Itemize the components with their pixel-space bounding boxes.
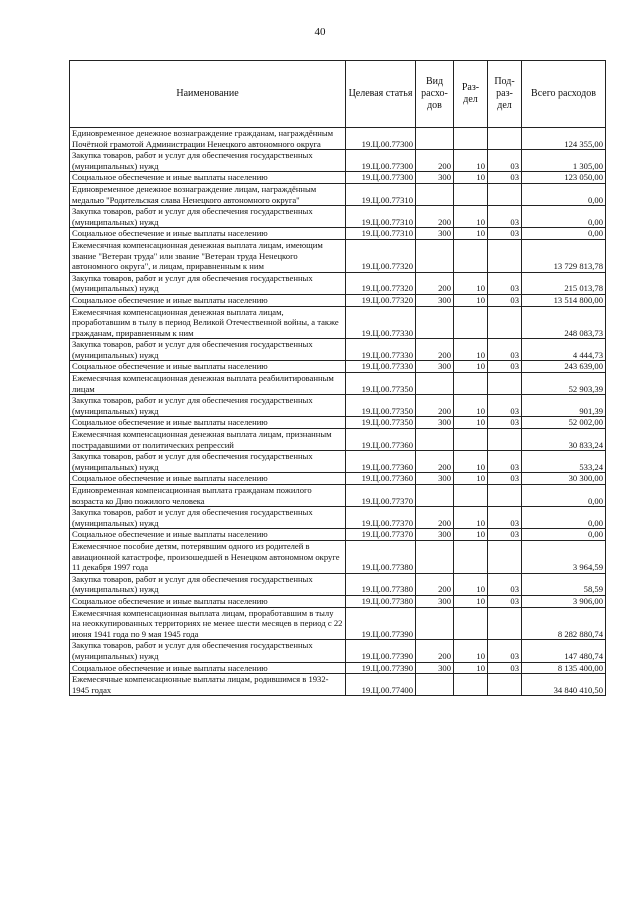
cell-podrazdel [488,128,522,150]
cell-name: Закупка товаров, работ и услуг для обеспечения государственных (муниципальных) нужд [70,272,346,294]
cell-vid: 300 [416,529,454,541]
cell-name: Закупка товаров, работ и услуг для обеспечения государственных (муниципальных) нужд [70,573,346,595]
cell-razdel [454,373,488,395]
cell-sum: 3 964,59 [522,540,606,573]
cell-name: Социальное обеспечение и иные выплаты населению [70,294,346,306]
cell-code: 19.Ц.00.77310 [346,206,416,228]
cell-sum: 8 282 880,74 [522,607,606,640]
cell-code: 19.Ц.00.77300 [346,172,416,184]
cell-razdel: 10 [454,417,488,429]
cell-podrazdel: 03 [488,361,522,373]
cell-code: 19.Ц.00.77300 [346,150,416,172]
cell-name: Единовременное денежное вознаграждение лицам, награждённым медалью "Родительская слава Ненецкого автономного округа" [70,183,346,205]
cell-code: 19.Ц.00.77390 [346,607,416,640]
cell-razdel: 10 [454,573,488,595]
cell-code: 19.Ц.00.77350 [346,395,416,417]
cell-razdel [454,306,488,339]
cell-sum: 4 444,73 [522,339,606,361]
cell-name: Социальное обеспечение и иные выплаты населению [70,662,346,674]
table-row [70,228,606,240]
table-row [70,128,606,150]
cell-sum: 0,00 [522,485,606,507]
cell-sum: 147 480,74 [522,640,606,662]
cell-podrazdel [488,306,522,339]
cell-sum: 13 729 813,78 [522,239,606,272]
table-row [70,373,606,395]
cell-vid: 300 [416,172,454,184]
cell-vid: 200 [416,272,454,294]
cell-sum: 533,24 [522,451,606,473]
cell-sum: 30 833,24 [522,429,606,451]
cell-razdel: 10 [454,662,488,674]
cell-sum: 8 135 400,00 [522,662,606,674]
cell-name: Социальное обеспечение и иные выплаты населению [70,417,346,429]
table-row [70,473,606,485]
cell-vid: 200 [416,150,454,172]
cell-vid [416,306,454,339]
cell-sum: 58,59 [522,573,606,595]
cell-vid: 200 [416,395,454,417]
cell-code: 19.Ц.00.77370 [346,529,416,541]
cell-razdel: 10 [454,228,488,240]
table-row [70,529,606,541]
cell-vid: 300 [416,228,454,240]
cell-sum: 1 305,00 [522,150,606,172]
cell-razdel [454,429,488,451]
cell-code: 19.Ц.00.77300 [346,128,416,150]
cell-vid: 300 [416,473,454,485]
cell-vid [416,183,454,205]
cell-sum: 13 514 800,00 [522,294,606,306]
cell-vid [416,128,454,150]
cell-code: 19.Ц.00.77320 [346,272,416,294]
table-row [70,573,606,595]
table-row [70,417,606,429]
cell-vid [416,674,454,696]
table-body [70,128,606,696]
table-row [70,429,606,451]
cell-code: 19.Ц.00.77380 [346,573,416,595]
cell-code: 19.Ц.00.77400 [346,674,416,696]
cell-podrazdel [488,674,522,696]
cell-podrazdel: 03 [488,150,522,172]
cell-podrazdel [488,373,522,395]
cell-razdel: 10 [454,294,488,306]
cell-podrazdel [488,429,522,451]
cell-podrazdel: 03 [488,507,522,529]
cell-vid [416,239,454,272]
table-row [70,239,606,272]
cell-podrazdel: 03 [488,417,522,429]
table-row [70,183,606,205]
cell-sum: 901,39 [522,395,606,417]
cell-sum: 215 013,78 [522,272,606,294]
cell-podrazdel [488,540,522,573]
cell-vid [416,607,454,640]
cell-razdel: 10 [454,507,488,529]
cell-code: 19.Ц.00.77390 [346,662,416,674]
table-row [70,607,606,640]
cell-podrazdel: 03 [488,272,522,294]
table-row [70,306,606,339]
cell-podrazdel: 03 [488,206,522,228]
cell-name: Закупка товаров, работ и услуг для обеспечения государственных (муниципальных) нужд [70,395,346,417]
cell-sum: 0,00 [522,529,606,541]
cell-razdel: 10 [454,395,488,417]
cell-name: Закупка товаров, работ и услуг для обеспечения государственных (муниципальных) нужд [70,640,346,662]
table-row [70,507,606,529]
cell-sum: 3 906,00 [522,595,606,607]
cell-razdel [454,485,488,507]
cell-vid: 300 [416,417,454,429]
cell-name: Социальное обеспечение и иные выплаты населению [70,172,346,184]
cell-vid [416,540,454,573]
table-row [70,451,606,473]
table-row [70,339,606,361]
cell-razdel: 10 [454,272,488,294]
table-header-row [70,61,606,128]
cell-vid: 200 [416,339,454,361]
cell-podrazdel [488,239,522,272]
table-row [70,172,606,184]
cell-razdel [454,239,488,272]
cell-razdel: 10 [454,473,488,485]
cell-vid [416,373,454,395]
cell-code: 19.Ц.00.77360 [346,473,416,485]
cell-vid [416,485,454,507]
cell-razdel [454,128,488,150]
cell-razdel: 10 [454,595,488,607]
cell-name: Единовременное денежное вознаграждение гражданам, награждённым Почётной грамотой Администрации Ненецкого автономного округа [70,128,346,150]
cell-name: Ежемесячная компенсационная денежная выплата лицам, проработавшим в тылу в период Великой Отечественной войны, а также гражданам, приравненным к ним [70,306,346,339]
table-row [70,395,606,417]
table-row [70,595,606,607]
cell-sum: 0,00 [522,206,606,228]
cell-code: 19.Ц.00.77350 [346,373,416,395]
cell-podrazdel: 03 [488,595,522,607]
cell-code: 19.Ц.00.77320 [346,239,416,272]
cell-name: Ежемесячное пособие детям, потерявшим одного из родителей в авиационной катастрофе, произошедшей в Ненецком автономном округе 11 декабря 1997 года [70,540,346,573]
cell-sum: 243 639,00 [522,361,606,373]
cell-code: 19.Ц.00.77330 [346,361,416,373]
cell-sum: 248 083,73 [522,306,606,339]
page-number: 40 [314,26,326,38]
cell-vid: 200 [416,573,454,595]
cell-name: Закупка товаров, работ и услуг для обеспечения государственных (муниципальных) нужд [70,507,346,529]
cell-code: 19.Ц.00.77360 [346,451,416,473]
cell-razdel [454,674,488,696]
table-row [70,206,606,228]
cell-code: 19.Ц.00.77320 [346,294,416,306]
cell-razdel [454,607,488,640]
cell-name: Социальное обеспечение и иные выплаты населению [70,473,346,485]
cell-podrazdel: 03 [488,172,522,184]
cell-podrazdel: 03 [488,395,522,417]
table-row [70,640,606,662]
cell-name: Социальное обеспечение и иные выплаты населению [70,361,346,373]
header-vid: Вид расхо-дов [416,61,454,128]
table-row [70,150,606,172]
budget-table [69,60,606,696]
cell-name: Ежемесячная компенсационная денежная выплата лицам, признанным пострадавшими от политических репрессий [70,429,346,451]
table-row [70,361,606,373]
cell-code: 19.Ц.00.77390 [346,640,416,662]
cell-podrazdel: 03 [488,451,522,473]
cell-name: Ежемесячные компенсационные выплаты лицам, родившимся в 1932-1945 годах [70,674,346,696]
cell-podrazdel: 03 [488,529,522,541]
header-razdel: Раз-дел [454,61,488,128]
cell-vid [416,429,454,451]
cell-podrazdel: 03 [488,339,522,361]
cell-razdel: 10 [454,339,488,361]
cell-code: 19.Ц.00.77370 [346,485,416,507]
cell-code: 19.Ц.00.77360 [346,429,416,451]
cell-sum: 0,00 [522,228,606,240]
cell-vid: 300 [416,294,454,306]
cell-podrazdel [488,607,522,640]
table-row [70,294,606,306]
cell-razdel [454,183,488,205]
cell-vid: 200 [416,451,454,473]
table-row [70,272,606,294]
cell-name: Социальное обеспечение и иные выплаты населению [70,595,346,607]
cell-sum: 123 050,00 [522,172,606,184]
cell-code: 19.Ц.00.77330 [346,339,416,361]
cell-name: Ежемесячная компенсационная денежная выплата лицам, имеющим звание "Ветеран труда" или звание "Ветеран труда Ненецкого автономного округа", и лицам, приравненным к ним [70,239,346,272]
cell-name: Закупка товаров, работ и услуг для обеспечения государственных (муниципальных) нужд [70,339,346,361]
cell-podrazdel: 03 [488,294,522,306]
cell-vid: 200 [416,206,454,228]
table-row [70,674,606,696]
cell-sum: 0,00 [522,183,606,205]
header-sum: Всего расходов [522,61,606,128]
cell-code: 19.Ц.00.77310 [346,183,416,205]
table-row [70,662,606,674]
cell-podrazdel: 03 [488,640,522,662]
cell-razdel: 10 [454,150,488,172]
cell-name: Единовременная компенсационная выплата гражданам пожилого возраста ко Дню пожилого человека [70,485,346,507]
cell-name: Социальное обеспечение и иные выплаты населению [70,228,346,240]
cell-name: Социальное обеспечение и иные выплаты населению [70,529,346,541]
cell-razdel: 10 [454,451,488,473]
cell-podrazdel: 03 [488,228,522,240]
cell-code: 19.Ц.00.77350 [346,417,416,429]
cell-sum: 52 903,39 [522,373,606,395]
cell-vid: 300 [416,662,454,674]
cell-razdel: 10 [454,361,488,373]
cell-podrazdel [488,183,522,205]
cell-code: 19.Ц.00.77330 [346,306,416,339]
cell-razdel [454,540,488,573]
cell-podrazdel [488,485,522,507]
cell-name: Ежемесячная компенсационная выплата лицам, проработавшим в тылу на неоккупированных территориях не менее шести месяцев в период с 22 июня 1941 года по 9 мая 1945 года [70,607,346,640]
cell-podrazdel: 03 [488,473,522,485]
cell-razdel: 10 [454,529,488,541]
cell-name: Закупка товаров, работ и услуг для обеспечения государственных (муниципальных) нужд [70,150,346,172]
cell-sum: 0,00 [522,507,606,529]
cell-vid: 200 [416,507,454,529]
cell-code: 19.Ц.00.77370 [346,507,416,529]
cell-code: 19.Ц.00.77380 [346,595,416,607]
table-row [70,540,606,573]
cell-code: 19.Ц.00.77380 [346,540,416,573]
cell-razdel: 10 [454,640,488,662]
cell-sum: 34 840 410,50 [522,674,606,696]
cell-vid: 300 [416,361,454,373]
cell-sum: 30 300,00 [522,473,606,485]
cell-podrazdel: 03 [488,662,522,674]
cell-name: Ежемесячная компенсационная денежная выплата реабилитированным лицам [70,373,346,395]
cell-sum: 52 002,00 [522,417,606,429]
table-row [70,485,606,507]
header-code: Целевая статья [346,61,416,128]
cell-razdel: 10 [454,172,488,184]
cell-razdel: 10 [454,206,488,228]
cell-code: 19.Ц.00.77310 [346,228,416,240]
cell-name: Закупка товаров, работ и услуг для обеспечения государственных (муниципальных) нужд [70,206,346,228]
cell-sum: 124 355,00 [522,128,606,150]
cell-vid: 200 [416,640,454,662]
header-name: Наименование [70,61,346,128]
cell-name: Закупка товаров, работ и услуг для обеспечения государственных (муниципальных) нужд [70,451,346,473]
cell-vid: 300 [416,595,454,607]
header-podrazdel: Под-раз-дел [488,61,522,128]
cell-podrazdel: 03 [488,573,522,595]
